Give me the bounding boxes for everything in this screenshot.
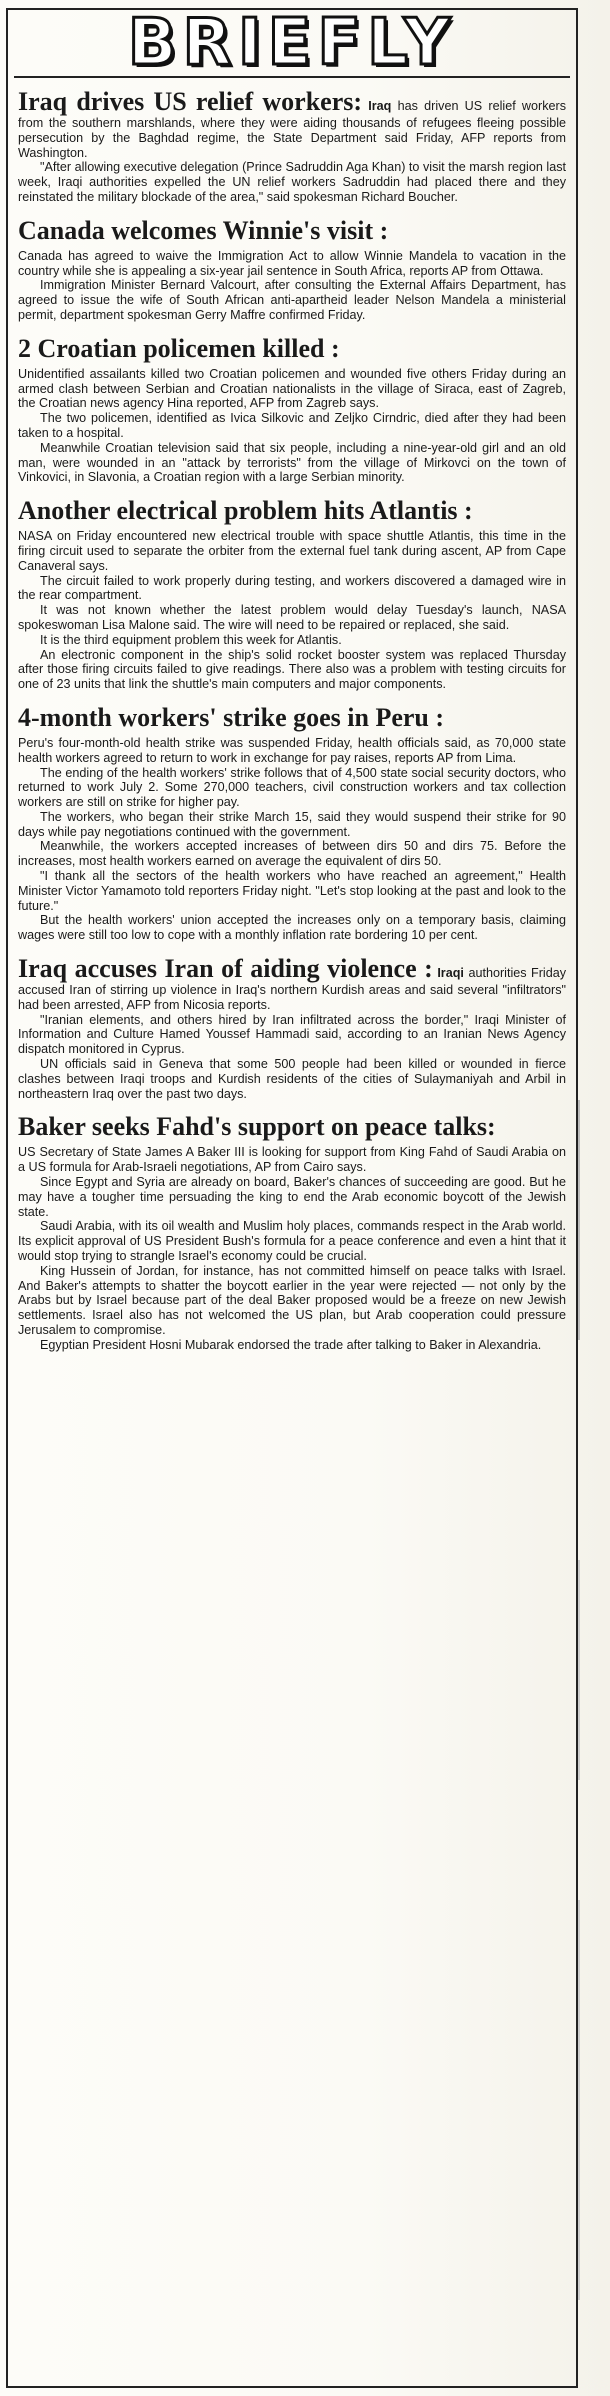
article-paragraph	[18, 955, 566, 1013]
article-headline: Baker seeks Fahd's support on peace talks:	[18, 1112, 496, 1142]
article-paragraph: Meanwhile, the workers accepted increases of between dirs 50 and dirs 75. Before the increases, most health workers earned on average the equivalent of dirs 50.	[18, 839, 566, 869]
article	[18, 217, 566, 323]
article	[18, 88, 566, 205]
article-paragraph-text: authorities Friday accused Iran of stirring up violence in Iraq's northern Kurdish areas and said several "infiltrators" had been arrested, AFP from Nicosia reports.	[18, 966, 567, 1012]
briefly-column	[6, 8, 578, 2388]
article-paragraph: It was not known whether the latest problem would delay Tuesday's launch, NASA spokeswoman Lisa Malone said. The wire will need to be repaired or replaced, she said.	[18, 603, 566, 632]
article	[18, 704, 566, 943]
banner-title: BRIEFLY	[127, 8, 457, 80]
article-paragraph: Immigration Minister Bernard Valcourt, after consulting the External Affairs Department, has agreed to issue the wife of South African anti-apartheid leader Nelson Mandela a ministerial permit, department spokesman Gerry Maffre confirmed Friday.	[18, 278, 566, 322]
adjacent-column-edge	[578, 1900, 610, 2300]
article	[18, 955, 566, 1101]
article-paragraph: An electronic component in the ship's solid rocket booster system was replaced Thursday after those firing circuits failed to give readings. There also was a problem with testing circuits for one of 23 units that link the shuttle's main computers and major components.	[18, 647, 566, 692]
article-paragraph: "Iranian elements, and others hired by Iran infiltrated across the border," Iraqi Minister of Information and Culture Hamed Youssef Hammadi said, according to an Iranian News Agency dispatch monitored in Cyprus.	[18, 1012, 566, 1057]
briefly-banner	[14, 10, 570, 78]
article-paragraph: Since Egypt and Syria are already on board, Baker's chances of succeeding are good. But he may have a tougher time persuading the king to end the Arab economic boycott of the Jewish state.	[18, 1175, 566, 1219]
article-headline: Iraq drives US relief workers:	[18, 87, 363, 116]
article	[18, 1113, 566, 1352]
article-paragraph: It is the third equipment problem this week for Atlantis.	[40, 632, 342, 647]
article-paragraph: NASA on Friday encountered new electrical trouble with space shuttle Atlantis, this time in the firing circuit used to separate the orbiter from the external fuel tank during ascent, AP from Cape Canaveral says.	[18, 529, 566, 573]
article-paragraph: But the health workers' union accepted the increases only on a temporary basis, claiming wages were still too low to cope with a monthly inflation rate bordering 10 per cent.	[18, 913, 566, 943]
article-paragraph: US Secretary of State James A Baker III is looking for support from King Fahd of Saudi Arabia on a US formula for Arab-Israeli negotiations, AP from Cairo says.	[18, 1145, 566, 1175]
article-paragraph: Egyptian President Hosni Mubarak endorsed the trade after talking to Baker in Alexandria.	[40, 1337, 542, 1352]
article-paragraph: "After allowing executive delegation (Prince Sadruddin Aga Khan) to visit the marsh region last week, Iraqi authorities expelled the UN relief workers Sadruddin had placed there and they reinstated the military blockade of the area," said spokesman Richard Boucher.	[18, 160, 566, 204]
article	[18, 335, 566, 485]
article-paragraph: The circuit failed to work properly during testing, and workers discovered a damaged wire in the rear compartment.	[18, 573, 566, 603]
article-headline: Canada welcomes Winnie's visit :	[18, 215, 389, 245]
article-paragraph: Saudi Arabia, with its oil wealth and Muslim holy places, commands respect in the Arab world. Its explicit approval of US President Bush's formula for a peace conference and even a hint that it would stop trying to strangle Israel's economy could be crucial.	[18, 1219, 566, 1264]
adjacent-column-edge	[578, 1560, 610, 1780]
article-headline: 4-month workers' strike goes in Peru :	[18, 702, 445, 732]
article-paragraph: The two policemen, identified as Ivica Silkovic and Zeljko Cirndric, died after they had been taken to a hospital.	[18, 411, 566, 440]
article-headline: 2 Croatian policemen killed :	[18, 333, 340, 363]
article-headline: Iraq accuses Iran of aiding violence :	[18, 954, 433, 984]
article-paragraph: "I thank all the sectors of the health workers who have reached an agreement," Health Minister Victor Yamamoto told reporters Friday night. "Let's stop looking at the past and look to the future."	[18, 869, 566, 913]
article-paragraph-text: has driven US relief workers from the southern marshlands, where they were aiding thousands of refugees fleeing possible persecution by the Baghdad regime, the State Department said Friday, AFP reports from Washington.	[18, 99, 567, 160]
adjacent-column-edge	[578, 1100, 610, 1340]
article	[18, 497, 566, 692]
article-paragraph: UN officials said in Geneva that some 500 people had been killed or wounded in fierce clashes between Iraqi troops and Kurdish residents of the cities of Sulaymaniyah and Arbil in northeastern Iraq over the past two days.	[18, 1057, 566, 1101]
articles-list	[8, 78, 576, 1353]
article-runin-word: Iraqi	[437, 966, 464, 981]
article-paragraph: Canada has agreed to waive the Immigration Act to allow Winnie Mandela to vacation in the country while she is appealing a six-year jail sentence in South Africa, reports AP from Ottawa.	[18, 248, 566, 278]
article-paragraph: The workers, who began their strike March 15, said they would suspend their strike for 90 days while pay negotiations continued with the government.	[18, 809, 566, 839]
article-paragraph: The ending of the health workers' strike follows that of 4,500 state social security doctors, who returned to work July 2. Some 270,000 teachers, civil construction workers and tax collection workers are still on strike for higher pay.	[18, 765, 566, 810]
article-paragraph: King Hussein of Jordan, for instance, has not committed himself on peace talks with Israel. And Baker's attempts to shatter the boycott earlier in the year were rejected — not only by the Arabs but by Israel because part of the deal Baker proposed would be a freeze on new Jewish settlements. Israel also has not welcomed the US plan, but Arab cooperation could pressure Jerusalem to compromise.	[18, 1263, 566, 1337]
article-paragraph	[18, 88, 566, 160]
article-paragraph: Unidentified assailants killed two Croatian policemen and wounded five others Friday during an armed clash between Serbian and Croatian nationalists in the village of Siraca, east of Zagreb, the Croatian news agency Hina reported, AFP from Zagreb says.	[18, 366, 566, 411]
article-paragraph: Meanwhile Croatian television said that six people, including a nine-year-old girl and an old man, were wounded in an "attack by terrorists" from the village of Mirkovci on the town of Vinkovici, in Slavonia, a Croatian region with a large Serbian minority.	[18, 440, 566, 485]
article-paragraph: Peru's four-month-old health strike was suspended Friday, health officials said, as 70,000 state health workers agreed to return to work in exchange for pay raises, reports AP from Lima.	[18, 735, 566, 765]
article-runin-word: Iraq	[368, 99, 392, 113]
article-headline: Another electrical problem hits Atlantis :	[18, 496, 473, 526]
